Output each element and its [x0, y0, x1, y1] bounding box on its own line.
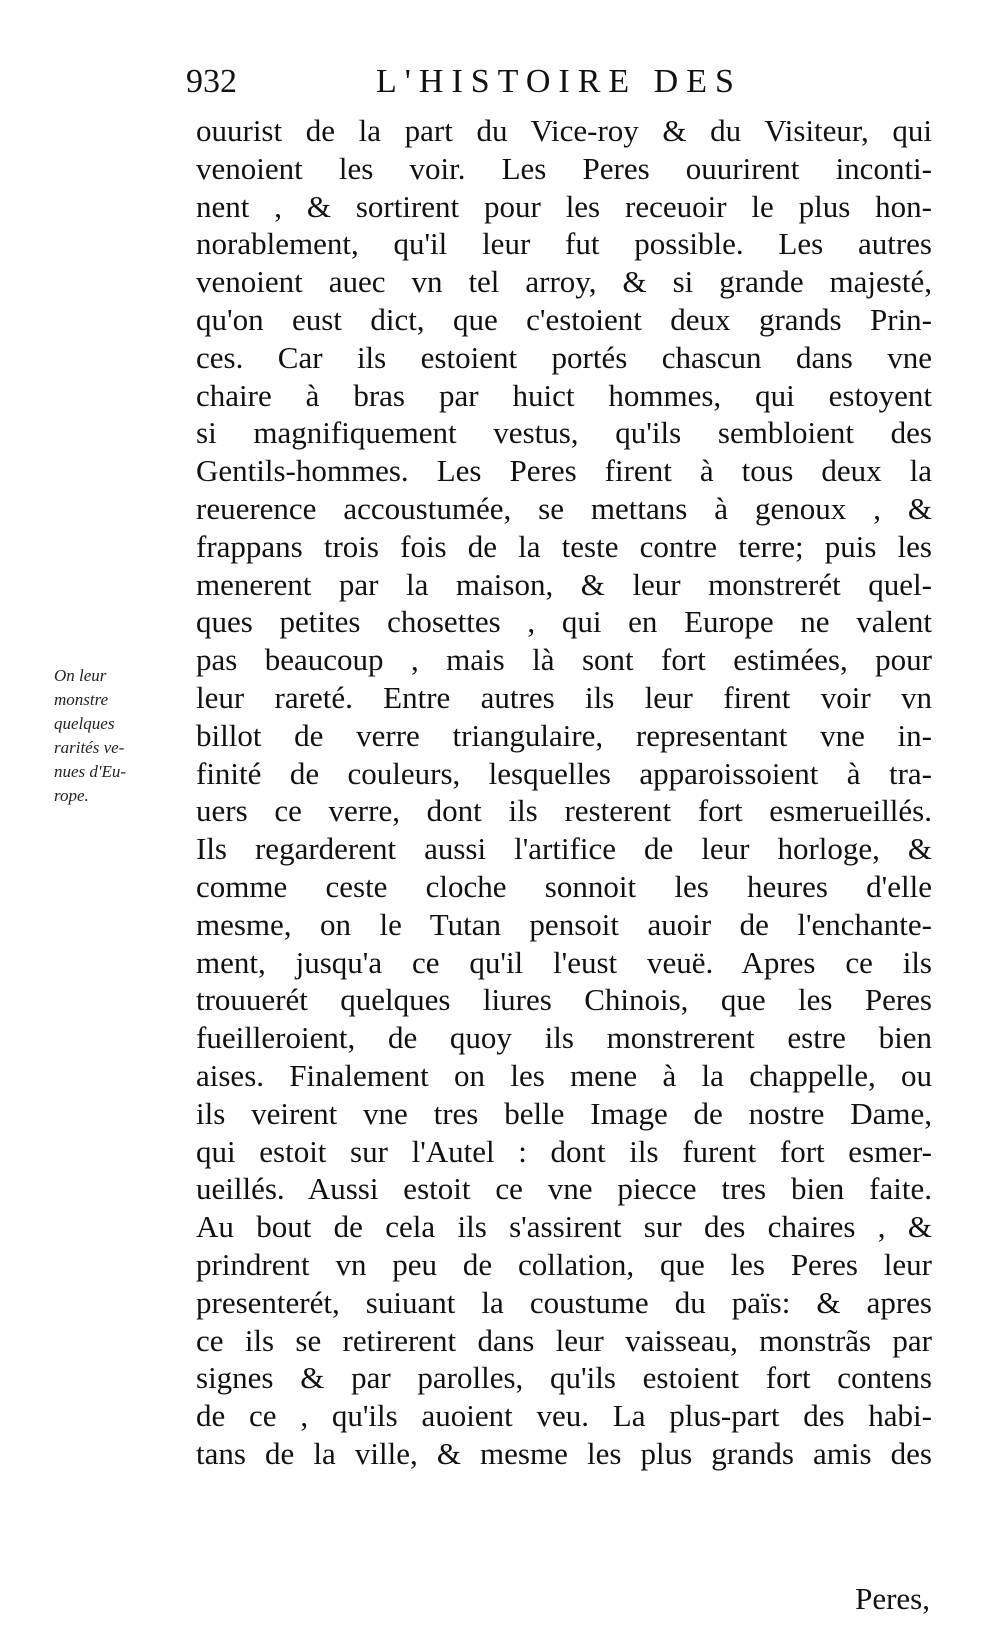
text-line: fueilleroient, de quoy ils monstrerent estre bien	[196, 1020, 932, 1056]
body-text	[196, 112, 932, 1473]
text-line: presenterét, suiuant la coustume du païs: & apres	[196, 1284, 932, 1320]
text-line: venoient les voir. Les Peres ouurirent inconti-	[196, 150, 932, 186]
text-line: tans de la ville, & mesme les plus grands amis des	[196, 1435, 932, 1471]
text-line: comme ceste cloche sonnoit les heures d'elle	[196, 868, 932, 904]
page-header	[186, 60, 930, 104]
text-line: reuerence accoustumée, se mettans à genoux , &	[196, 490, 932, 526]
marginal-note-line: rarités ve-	[54, 738, 125, 757]
marginal-note-line: quelques	[54, 714, 115, 733]
text-line: mesme, on le Tutan pensoit auoir de l'enchante-	[196, 906, 932, 942]
text-line: menerent par la maison, & leur monstrerét quel-	[196, 566, 932, 602]
text-line: frappans trois fois de la teste contre terre; puis les	[196, 528, 932, 564]
text-line: qu'on eust dict, que c'estoient deux grands Prin-	[196, 301, 932, 337]
text-line: de ce , qu'ils auoient veu. La plus-part des habi-	[196, 1398, 932, 1434]
text-line: si magnifiquement vestus, qu'ils sembloient des	[196, 415, 932, 451]
text-line: billot de verre triangulaire, representant vne in-	[196, 717, 932, 753]
text-line: trouuerét quelques liures Chinois, que les Peres	[196, 982, 932, 1018]
text-line: venoient auec vn tel arroy, & si grande majesté,	[196, 264, 932, 300]
text-line: ueillés. Aussi estoit ce vne piecce tres bien faite.	[196, 1171, 932, 1207]
text-line: ce ils se retirerent dans leur vaisseau, monstrãs par	[196, 1322, 932, 1358]
text-line: nent , & sortirent pour les receuoir le plus hon-	[196, 188, 932, 224]
running-title: L'HISTOIRE DES	[376, 63, 742, 100]
text-line: leur rareté. Entre autres ils leur firent voir vn	[196, 679, 932, 715]
catchword: Peres,	[855, 1581, 930, 1616]
text-line: Ils regarderent aussi l'artifice de leur horloge, &	[196, 831, 932, 867]
text-line: ils veirent vne tres belle Image de nostre Dame,	[196, 1095, 932, 1131]
text-line: aises. Finalement on les mene à la chappelle, ou	[196, 1057, 932, 1093]
text-line: norablement, qu'il leur fut possible. Les autres	[196, 226, 932, 262]
text-line: ques petites chosettes , qui en Europe ne valent	[196, 604, 932, 640]
marginal-note-line: rope.	[54, 786, 89, 805]
text-line: ces. Car ils estoient portés chascun dans vne	[196, 339, 932, 375]
text-line: Gentils-hommes. Les Peres firent à tous deux la	[196, 453, 932, 489]
text-line: uers ce verre, dont ils resterent fort esmerueillés.	[196, 793, 932, 829]
marginal-note-line: monstre	[54, 690, 109, 709]
text-line: ment, jusqu'a ce qu'il l'eust veuë. Apres ce ils	[196, 944, 932, 980]
text-line: finité de couleurs, lesquelles apparoissoient à tra-	[196, 755, 932, 791]
text-line: chaire à bras par huict hommes, qui estoyent	[196, 377, 932, 413]
text-line: Au bout de cela ils s'assirent sur des chaires , &	[196, 1209, 932, 1245]
text-line: qui estoit sur l'Autel : dont ils furent fort esmer-	[196, 1133, 932, 1169]
page-number: 932	[186, 63, 237, 100]
marginal-note	[54, 664, 186, 808]
text-line: pas beaucoup , mais là sont fort estimées, pour	[196, 642, 932, 678]
text-line: signes & par parolles, qu'ils estoient fort contens	[196, 1360, 932, 1396]
marginal-note-line: nues d'Eu-	[54, 762, 127, 781]
text-line: prindrent vn peu de collation, que les Peres leur	[196, 1246, 932, 1282]
marginal-note-line: On leur	[54, 666, 107, 685]
text-line: ouurist de la part du Vice-roy & du Visiteur, qui	[196, 113, 932, 148]
